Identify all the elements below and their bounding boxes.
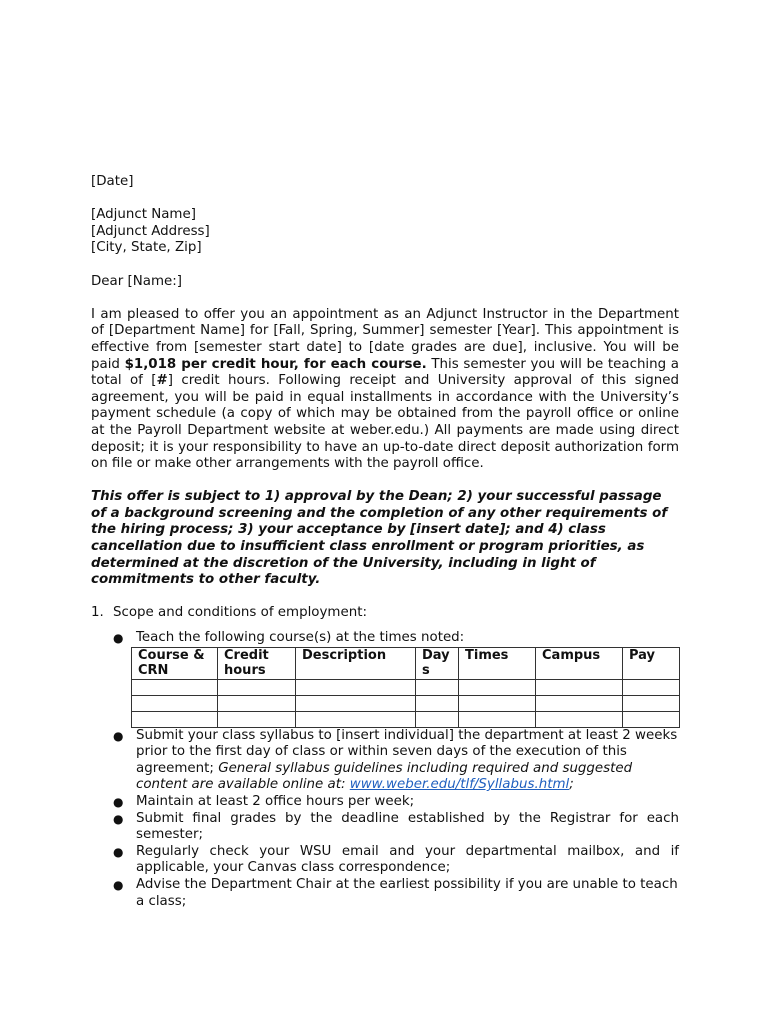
table-cell[interactable]: [623, 679, 680, 695]
list-item: [91, 877, 679, 910]
intro-paragraph: I am pleased to offer you an appointment as an Adjunct Instructor in the Department of [Department Name] for [Fall, Spring, Summer] semester [Year]. This appointment is effective from [semester start date] to [date grades are due], inclusive. You will be paid $1,018 per credit hour, for each course. This semester you will be teaching a total of [#] credit hours. Following receipt and University approval of this signed agreement, you will be paid in equal installments in accordance with the University’s payment schedule (a copy of which may be obtained from the payroll office or online at the Payroll Department website at weber.edu.) All payments are made using direct deposit; it is your responsibility to have an up-to-date direct deposit authorization form on file or make other arrangements with the payroll office.: [91, 306, 680, 472]
bullet-icon: ●: [113, 844, 124, 859]
table-cell[interactable]: [218, 695, 296, 711]
bullet-icon: ●: [113, 811, 124, 826]
header-course-crn: Course & CRN: [132, 647, 218, 679]
table-cell[interactable]: [623, 695, 680, 711]
duties-list-continued: [91, 728, 679, 911]
header-campus: Campus: [536, 647, 623, 679]
syllabus-guidelines: General syllabus guidelines including required and suggested content are available online at:: [136, 760, 633, 793]
list-item: [91, 811, 679, 844]
duties-list: [91, 630, 679, 647]
table-cell[interactable]: [132, 695, 218, 711]
adjunct-name: [Adjunct Name]: [91, 207, 196, 223]
bullet-icon: ●: [113, 728, 124, 743]
syllabus-text: Submit your class syllabus to [insert individual] the department at least 2 weeks prior to the first day of class or within seven days of the execution of this agreement;: [136, 727, 678, 776]
table-row: [132, 711, 680, 727]
grades-text: Submit final grades by the deadline established by the Registrar for each semester;: [136, 810, 679, 843]
date-line: [Date]: [91, 174, 134, 189]
table-cell[interactable]: [132, 679, 218, 695]
advise-text: Advise the Department Chair at the earliest possibility if you are unable to teach a class;: [136, 876, 678, 909]
section-scope-heading: [91, 605, 679, 622]
table-row: [132, 695, 680, 711]
section-number: 1.: [91, 605, 104, 621]
syllabus-link[interactable]: www.weber.edu/tlf/Syllabus.html: [349, 777, 570, 793]
table-cell[interactable]: [132, 711, 218, 727]
table-cell[interactable]: [536, 695, 623, 711]
pay-rate: $1,018 per credit hour, for each course.: [124, 356, 427, 372]
list-item: ● Submit your class syllabus to [insert individual] the department at least 2 weeks prior to the first day of class or within seven days of the execution of this agreement; General syllabus guidelines including required and suggested content are available online at: www.weber.edu/tlf/Syllabus.html;: [113, 727, 678, 793]
header-days: Days: [416, 647, 459, 679]
table-cell[interactable]: [296, 711, 416, 727]
table-cell[interactable]: [416, 679, 459, 695]
table-cell[interactable]: [218, 711, 296, 727]
table-cell[interactable]: [459, 695, 536, 711]
header-credit-hours: Credit hours: [218, 647, 296, 679]
course-table: [131, 647, 680, 728]
header-times: Times: [459, 647, 536, 679]
table-cell[interactable]: [296, 679, 416, 695]
conditions-paragraph: This offer is subject to 1) approval by the Dean; 2) your successful passage of a background screening and the completion of any other requirements of the hiring process; 3) your acceptance by [insert date]; and 4) class cancellation due to insufficient class enrollment or program priorities, as determined at the discretion of the University, including in light of commitments to other faculty.: [91, 489, 668, 588]
list-item: [91, 794, 679, 811]
table-row: [132, 679, 680, 695]
table-cell[interactable]: [416, 711, 459, 727]
table-cell[interactable]: [218, 679, 296, 695]
teach-text: Teach the following course(s) at the times noted:: [136, 630, 465, 646]
bullet-icon: ●: [113, 631, 124, 646]
table-cell[interactable]: [459, 679, 536, 695]
table-header-row: [132, 647, 680, 679]
email-text: Regularly check your WSU email and your departmental mailbox, and if applicable, your Canvas class correspondence;: [136, 843, 679, 876]
hours-placeholder: #: [156, 373, 168, 389]
office-hours-text: Maintain at least 2 office hours per week;: [136, 794, 415, 809]
bullet-icon: ●: [113, 795, 124, 809]
section-title: Scope and conditions of employment:: [113, 605, 367, 621]
table-cell[interactable]: [536, 679, 623, 695]
salutation: Dear [Name:]: [91, 273, 182, 289]
offer-letter: [91, 174, 679, 910]
adjunct-address: [Adjunct Address]: [91, 223, 210, 239]
table-cell[interactable]: [459, 711, 536, 727]
table-cell[interactable]: [623, 711, 680, 727]
bullet-icon: ●: [113, 877, 124, 892]
table-cell[interactable]: [296, 695, 416, 711]
list-item: [91, 844, 679, 877]
list-item: [91, 630, 679, 647]
table-cell[interactable]: [536, 711, 623, 727]
table-cell[interactable]: [416, 695, 459, 711]
header-pay: Pay: [623, 647, 680, 679]
header-description: Description: [296, 647, 416, 679]
adjunct-city: [City, State, Zip]: [91, 240, 202, 256]
